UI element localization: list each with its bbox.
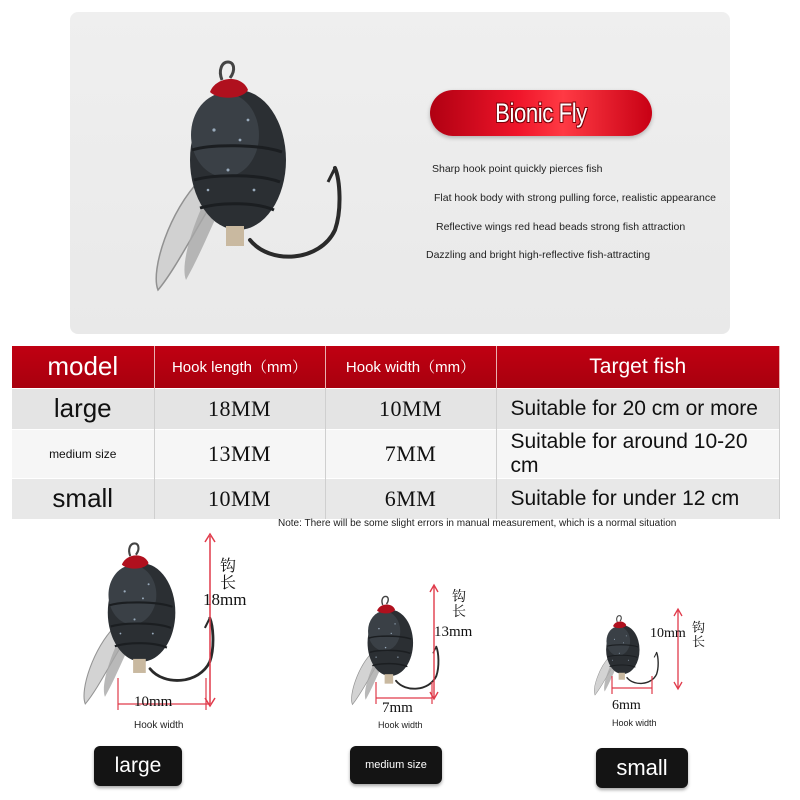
hook-width-caption: Hook width bbox=[612, 718, 657, 728]
hero-panel bbox=[70, 12, 730, 334]
hook-length-label: 10mm bbox=[650, 626, 686, 641]
cell-model: medium size bbox=[12, 429, 154, 478]
cell-target-fish: Suitable for under 12 cm bbox=[496, 478, 780, 519]
header-target-fish: Target fish bbox=[496, 346, 780, 388]
cell-hook-length: 13MM bbox=[154, 429, 325, 478]
dimension-lines-small bbox=[584, 604, 734, 736]
size-small-button[interactable]: small bbox=[596, 748, 688, 788]
header-model: model bbox=[12, 346, 154, 388]
hook-length-cn-label: 钩长 bbox=[692, 621, 706, 650]
feature-1: Sharp hook point quickly pierces fish bbox=[432, 163, 603, 175]
hook-length-cn-label: 钩长 bbox=[220, 556, 237, 592]
header-hook-width: Hook width（mm） bbox=[325, 346, 496, 388]
hook-width-label: 6mm bbox=[612, 698, 641, 713]
product-title: Bionic Fly bbox=[495, 97, 587, 128]
title-banner bbox=[430, 90, 652, 136]
header-hook-length: Hook length（mm） bbox=[154, 346, 325, 388]
cell-model: small bbox=[12, 478, 154, 519]
table-row bbox=[12, 388, 780, 429]
fly-lure-image bbox=[130, 40, 370, 310]
cell-hook-width: 7MM bbox=[325, 429, 496, 478]
spec-table bbox=[12, 346, 780, 519]
cell-model: large bbox=[12, 388, 154, 429]
cell-target-fish: Suitable for 20 cm or more bbox=[496, 388, 780, 429]
dimension-lines-medium bbox=[336, 582, 496, 738]
cell-target-fish: Suitable for around 10-20 cm bbox=[496, 429, 780, 478]
table-header-row bbox=[12, 346, 780, 388]
hook-length-label: 18mm bbox=[203, 590, 247, 609]
hook-width-label: 7mm bbox=[382, 700, 413, 716]
table-row bbox=[12, 429, 780, 478]
cell-hook-width: 10MM bbox=[325, 388, 496, 429]
size-small-diagram bbox=[584, 604, 734, 736]
hook-length-cn-label: 钩长 bbox=[452, 589, 466, 620]
hook-width-caption: Hook width bbox=[378, 720, 423, 730]
cell-hook-length: 10MM bbox=[154, 478, 325, 519]
hook-width-label: 10mm bbox=[134, 694, 173, 710]
cell-hook-length: 18MM bbox=[154, 388, 325, 429]
size-large-diagram bbox=[60, 528, 270, 738]
cell-hook-width: 6MM bbox=[325, 478, 496, 519]
feature-2: Flat hook body with strong pulling force, realistic appearance bbox=[434, 192, 716, 204]
size-medium-diagram bbox=[336, 582, 496, 738]
table-row bbox=[12, 478, 780, 519]
feature-4: Dazzling and bright high-reflective fish-attracting bbox=[426, 249, 651, 261]
feature-3: Reflective wings red head beads strong fish attraction bbox=[436, 221, 686, 233]
hook-width-caption: Hook width bbox=[134, 720, 184, 731]
hook-length-label: 13mm bbox=[434, 624, 473, 640]
measurement-note: Note: There will be some slight errors in manual measurement, which is a normal situation bbox=[278, 518, 677, 529]
size-large-button[interactable]: large bbox=[94, 746, 182, 786]
size-medium-button[interactable]: medium size bbox=[350, 746, 442, 784]
